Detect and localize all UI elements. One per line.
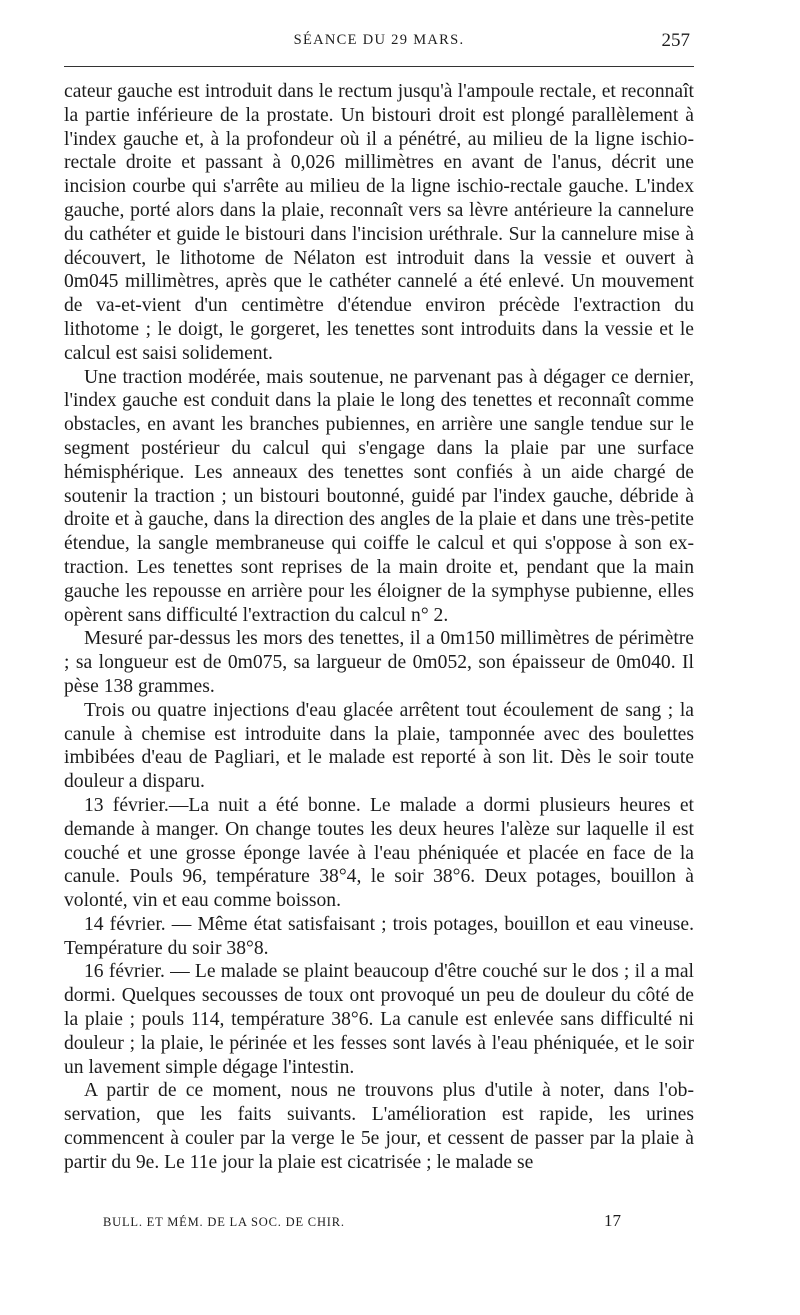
page-footer xyxy=(103,1211,633,1235)
signature-mark: 17 xyxy=(604,1211,621,1230)
page-number: 257 xyxy=(661,30,690,51)
paragraph: 13 février.—La nuit a été bonne. Le malade a dormi plusieurs heures et demande à manger. On change toutes les deux heures l'alèze sur laquelle il est couché et une grosse éponge lavée à l'eau phéniquée et placée en face de la canule. Pouls 96, température 38°4, le soir 38°6. Deux potages, bouillon à volonté, vin et eau comme boisson. xyxy=(64,794,694,912)
paragraph: 14 février. — Même état satisfaisant ; trois potages, bouillon et eau vineuse. Température du soir 38°8. xyxy=(64,913,694,959)
body-text xyxy=(64,80,694,1175)
page-header xyxy=(64,30,694,56)
paragraph: cateur gauche est introduit dans le rectum jusqu'à l'ampoule rectale, et reconnaît la partie inférieure de la prostate. Un bistouri droit est plongé parallèlement à l'index gauche et, à la profondeur où il a pénétré, au milieu de la ligne ischio-rectale droite et passant à 0,026 millimètres en avant de l'anus, décrit une incision courbe qui s'arrête au milieu de la ligne ischio-rectale gauche. L'index gauche, porté alors dans la plaie, reconnaît vers sa lèvre antérieure la cannelure du cathéter et guide le bistouri dans l'incision uréthrale. Sur la cannelure mise à découvert, le lithotome de Nélaton est introduit dans la vessie et ouvert à 0m045 millimètres, après que le cathéter cannelé a été enlevé. Un mouvement de va-et-vient d'un centimètre d'étendue environ précède l'extraction du lithotome ; le doigt, le gorgeret, les tenettes sont introduits dans la vessie et le calcul est saisi solidement. xyxy=(64,81,694,364)
paragraph: 16 février. — Le malade se plaint beaucoup d'être couché sur le dos ; il a mal dormi. Quelques secousses de toux ont provoqué un peu de douleur du côté de la plaie ; pouls 114, température 38°6. La canule est enlevée sans difficulté ni douleur ; la plaie, le périnée et les fesses sont lavés à l'eau phéniquée, et le soir un lavement simple dégage l'intestin. xyxy=(64,961,694,1078)
header-rule xyxy=(64,66,694,67)
journal-footer: BULL. ET MÉM. DE LA SOC. DE CHIR. xyxy=(103,1215,345,1229)
paragraph: Une traction modérée, mais soutenue, ne parvenant pas à dégager ce dernier, l'index gauche est conduit dans la plaie le long des tenettes et reconnaît comme obstacles, en avant les branches pubiennes, en arrière une sangle tendue sur le segment postérieur du calcul qui s'engage dans la plaie par une surface hémisphérique. Les anneaux des tenettes sont confiés à un aide chargé de soutenir la traction ; un bistouri boutonné, guidé par l'index gauche, débride à droite et à gauche, dans la direction des angles de la plaie et dans une très-petite étendue, la sangle membraneuse qui coiffe le calcul et qui s'oppose à son extraction. Les tenettes sont reprises de la main droite et, pendant que la main gauche les repousse en arrière pour les éloigner de la symphyse pubienne, elles opèrent sans difficulté l'extraction du calcul n° 2. xyxy=(64,366,694,626)
paragraph: Trois ou quatre injections d'eau glacée arrêtent tout écoulement de sang ; la canule à chemise est introduite dans la plaie, tamponnée avec des boulettes imbibées d'eau de Pagliari, et le malade est reporté à son lit. Dès le soir toute douleur a disparu. xyxy=(64,699,694,793)
paragraph: Mesuré par-dessus les mors des tenettes, il a 0m150 millimètres de périmètre ; sa longueur est de 0m075, sa largueur de 0m052, son épaisseur de 0m040. Il pèse 138 grammes. xyxy=(64,628,694,697)
paragraph: A partir de ce moment, nous ne trouvons plus d'utile à noter, dans l'observation, que les faits suivants. L'amélioration est rapide, les urines commencent à couler par la verge le 5e jour, et cessent de passer par la plaie à partir du 9e. Le 11e jour la plaie est cicatrisée ; le malade se xyxy=(64,1080,694,1173)
running-title: SÉANCE DU 29 MARS. xyxy=(293,32,465,48)
